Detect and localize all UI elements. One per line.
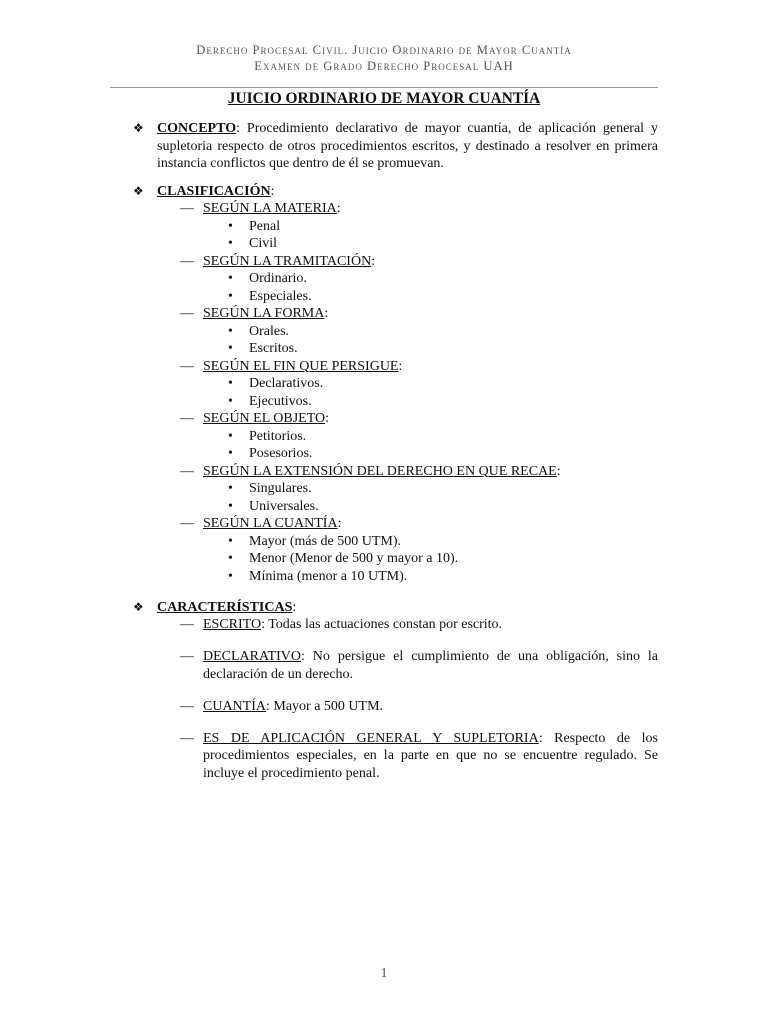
bullet-marker: • (228, 533, 233, 549)
characteristic-label: ESCRITO (203, 617, 262, 632)
section-heading-colon: : (270, 183, 275, 199)
bullet-marker: • (228, 393, 233, 409)
list-item (110, 340, 658, 358)
list-item (110, 323, 658, 341)
dash-marker: — (180, 730, 194, 746)
characteristic-declarativo (110, 648, 658, 683)
group-label-colon: : (324, 306, 329, 321)
section-heading-colon: : (292, 599, 297, 615)
section-caracteristicas (110, 599, 658, 783)
document-title: JUICIO ORDINARIO DE MAYOR CUANTÍA (227, 90, 541, 107)
group-label: SEGÚN LA MATERIA (203, 201, 337, 216)
group-label: SEGÚN LA CUANTÍA (203, 516, 338, 531)
bullet-marker: • (228, 323, 233, 339)
dash-marker: — (180, 649, 194, 664)
section-heading: CARACTERÍSTICAS (157, 599, 293, 615)
list-item-text: Menor (Menor de 500 y mayor a 10). (249, 551, 459, 566)
list-item-text: Penal (249, 218, 281, 234)
list-item (110, 288, 658, 306)
classification-group-cuantia (110, 515, 658, 533)
section-heading: CLASIFICACIÓN (157, 183, 271, 199)
list-item-text: Ordinario. (249, 271, 307, 286)
section-heading: CONCEPTO (157, 121, 237, 136)
group-label: SEGÚN LA EXTENSIÓN DEL DERECHO EN QUE RECAE (203, 463, 557, 479)
list-item-text: Petitorios. (249, 428, 307, 444)
group-label-colon: : (398, 358, 403, 374)
group-label-colon: : (325, 411, 330, 426)
characteristic-cuantia (110, 698, 658, 716)
dash-marker: — (180, 463, 194, 479)
list-item (110, 550, 658, 568)
section-concepto (110, 120, 658, 173)
diamond-bullet-icon: ❖ (133, 121, 144, 135)
group-label-colon: : (371, 253, 376, 269)
characteristic-aplicacion-general (110, 730, 658, 783)
list-item-text: Civil (249, 236, 278, 251)
group-label-colon: : (336, 201, 341, 216)
characteristic-escrito (110, 616, 658, 634)
running-header (0, 42, 768, 74)
list-item (110, 445, 658, 463)
classification-group-materia (110, 200, 658, 218)
bullet-marker: • (228, 376, 233, 391)
characteristic-label: DECLARATIVO (203, 649, 301, 664)
document-body (110, 120, 658, 782)
list-item-text: Universales. (249, 498, 319, 514)
list-item-text: Mínima (menor a 10 UTM). (249, 568, 408, 584)
bullet-marker: • (228, 288, 233, 304)
bullet-marker: • (228, 341, 233, 356)
concepto-paragraph (110, 120, 658, 173)
list-item-text: Orales. (249, 323, 290, 339)
diamond-bullet-icon: ❖ (133, 183, 144, 198)
list-item (110, 218, 658, 236)
list-item-text: Posesorios. (249, 446, 313, 461)
header-course-title: Derecho Procesal Civil. Juicio Ordinario de Mayor Cuantía (196, 43, 572, 57)
list-item (110, 235, 658, 253)
group-label: SEGÚN LA TRAMITACIÓN (203, 253, 372, 269)
list-item-text: Declarativos. (249, 376, 324, 391)
clasificacion-heading-line (110, 183, 658, 201)
bullet-marker: • (228, 428, 233, 444)
header-divider (110, 87, 658, 88)
bullet-marker: • (228, 551, 233, 566)
bullet-marker: • (228, 271, 233, 286)
list-item (110, 270, 658, 288)
dash-marker: — (180, 411, 194, 426)
group-label-colon: : (337, 516, 342, 531)
characteristic-text: : Respecto de los procedimientos especiales, en la parte en que no se encuentre regulado. Se incluye el procedimiento penal. (203, 730, 658, 781)
classification-group-fin (110, 358, 658, 376)
characteristic-label: ES DE APLICACIÓN GENERAL Y SUPLETORIA (203, 730, 539, 746)
list-item (110, 428, 658, 446)
group-label-colon: : (556, 463, 561, 479)
caracteristicas-heading-line (110, 599, 658, 617)
dash-marker: — (180, 358, 194, 374)
page-number: 1 (380, 966, 388, 981)
bullet-marker: • (228, 446, 233, 461)
dash-marker: — (180, 201, 194, 216)
characteristic-text: : Mayor a 500 UTM. (266, 698, 384, 714)
dash-marker: — (180, 516, 194, 531)
group-label: SEGÚN EL OBJETO (203, 411, 326, 426)
dash-marker: — (180, 698, 194, 714)
list-item (110, 533, 658, 551)
header-exam-title: Examen de Grado Derecho Procesal UAH (254, 59, 514, 73)
bullet-marker: • (228, 481, 233, 496)
classification-group-objeto (110, 410, 658, 428)
list-item (110, 568, 658, 586)
classification-group-forma (110, 305, 658, 323)
bullet-marker: • (228, 568, 233, 584)
dash-marker: — (180, 253, 194, 269)
list-item-text: Ejecutivos. (249, 393, 312, 409)
bullet-marker: • (228, 498, 233, 514)
bullet-marker: • (228, 218, 233, 234)
list-item (110, 480, 658, 498)
list-item (110, 393, 658, 411)
group-label: SEGÚN LA FORMA (203, 306, 325, 321)
list-item-text: Especiales. (249, 288, 312, 304)
characteristic-text: : No persigue el cumplimiento de una obligación, sino la declaración de un derecho. (203, 649, 658, 682)
classification-group-extension (110, 463, 658, 481)
diamond-bullet-icon: ❖ (133, 599, 144, 614)
list-item-text: Escritos. (249, 341, 298, 356)
dash-marker: — (180, 617, 194, 632)
section-clasificacion (110, 183, 658, 586)
characteristic-label: CUANTÍA (203, 698, 266, 714)
dash-marker: — (180, 306, 194, 321)
bullet-marker: • (228, 236, 233, 251)
list-item-text: Singulares. (249, 481, 312, 496)
group-label: SEGÚN EL FIN QUE PERSIGUE (203, 358, 399, 374)
list-item (110, 498, 658, 516)
characteristic-text: : Todas las actuaciones constan por escrito. (261, 617, 503, 632)
concepto-text: : Procedimiento declarativo de mayor cuantía, de aplicación general y supletoria respecto de otros procedimientos escritos, y destinado a resolver en primera instancia conflictos que dentro de él se promuevan. (157, 121, 658, 171)
classification-group-tramitacion (110, 253, 658, 271)
list-item-text: Mayor (más de 500 UTM). (249, 533, 402, 549)
list-item (110, 375, 658, 393)
